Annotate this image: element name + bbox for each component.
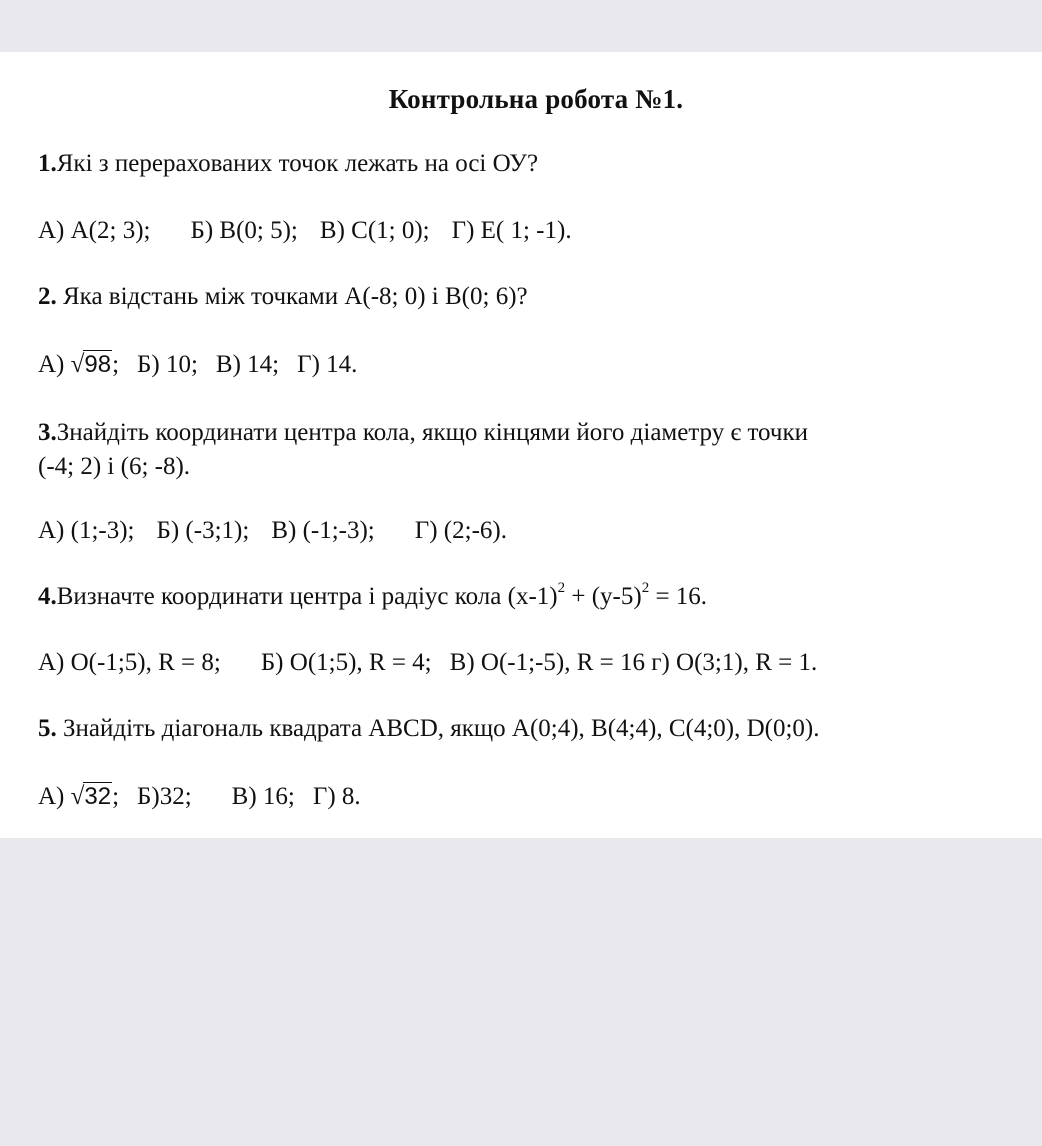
question-text: Знайдіть діагональ квадрата АВСD, якщо А(0;4), В(4;4), С(4;0), D(0;0). [56, 715, 820, 742]
answer-b: Б)32; [137, 783, 192, 810]
answer-b: Б) О(1;5), R = 4; [260, 649, 432, 676]
answers-3 [38, 514, 507, 548]
answer-a [38, 780, 119, 814]
question-4 [38, 580, 707, 614]
question-number: 3. [38, 419, 57, 446]
worksheet-page [0, 52, 1042, 838]
answer-c: В) 16; [231, 783, 295, 810]
answer-a: А) А(2; 3); [38, 217, 151, 244]
question-text: Визначте координати центра і радіус кола (х-1) [56, 583, 558, 610]
radicand: 32 [84, 783, 112, 810]
question-text-end: = 16. [649, 583, 708, 610]
answer-a-suffix: ; [112, 783, 120, 810]
square-root [71, 348, 112, 382]
answer-a-suffix: ; [112, 351, 120, 378]
question-number: 5. [38, 715, 57, 742]
page-title: Контрольна робота №1. [388, 84, 684, 114]
answer-d: Г) (2;-6). [414, 517, 507, 544]
answers-4 [38, 646, 817, 680]
question-text-cont: + (у-5) [565, 583, 642, 610]
answer-d: Г) 8. [312, 783, 361, 810]
answers-2 [38, 348, 357, 382]
question-2 [38, 280, 528, 314]
question-text: Яка відстань між точками А(-8; 0) і В(0; 6)? [56, 283, 528, 310]
answer-d: Г) 14. [297, 351, 358, 378]
square-root [71, 780, 112, 814]
question-1 [38, 147, 538, 181]
answer-b: Б) 10; [137, 351, 198, 378]
answer-b: Б) (-3;1); [156, 517, 250, 544]
question-number: 2. [38, 283, 57, 310]
radical-sign-icon: √ [70, 351, 85, 378]
answer-c: В) О(-1;-5), R = 16 г) О(3;1), R = 1. [449, 649, 818, 676]
answer-a-label: А) [38, 351, 71, 378]
answer-d: Г) Е( 1; -1). [451, 217, 572, 244]
answer-c: В) С(1; 0); [319, 217, 430, 244]
radical-sign-icon: √ [70, 783, 85, 810]
exponent: 2 [557, 579, 566, 596]
answer-a: А) О(-1;5), R = 8; [38, 649, 221, 676]
exponent: 2 [641, 579, 650, 596]
answers-1 [38, 214, 572, 248]
answer-b: Б) В(0; 5); [190, 217, 298, 244]
radicand: 98 [84, 351, 112, 378]
answer-c: В) (-1;-3); [271, 517, 375, 544]
answer-a-label: А) [38, 783, 71, 810]
question-5 [38, 712, 820, 746]
answer-a [38, 348, 119, 382]
answer-a: А) (1;-3); [38, 517, 135, 544]
question-3-continued: (-4; 2) і (6; -8). [38, 453, 191, 480]
answer-c: В) 14; [215, 351, 280, 378]
question-text: Знайдіть координати центра кола, якщо кінцями його діаметру є точки [56, 419, 809, 446]
question-text: Які з перерахованих точок лежать на осі ОУ? [56, 150, 539, 177]
question-number: 4. [38, 583, 57, 610]
question-number: 1. [38, 150, 57, 177]
question-3 [38, 416, 808, 450]
answers-5 [38, 780, 361, 814]
